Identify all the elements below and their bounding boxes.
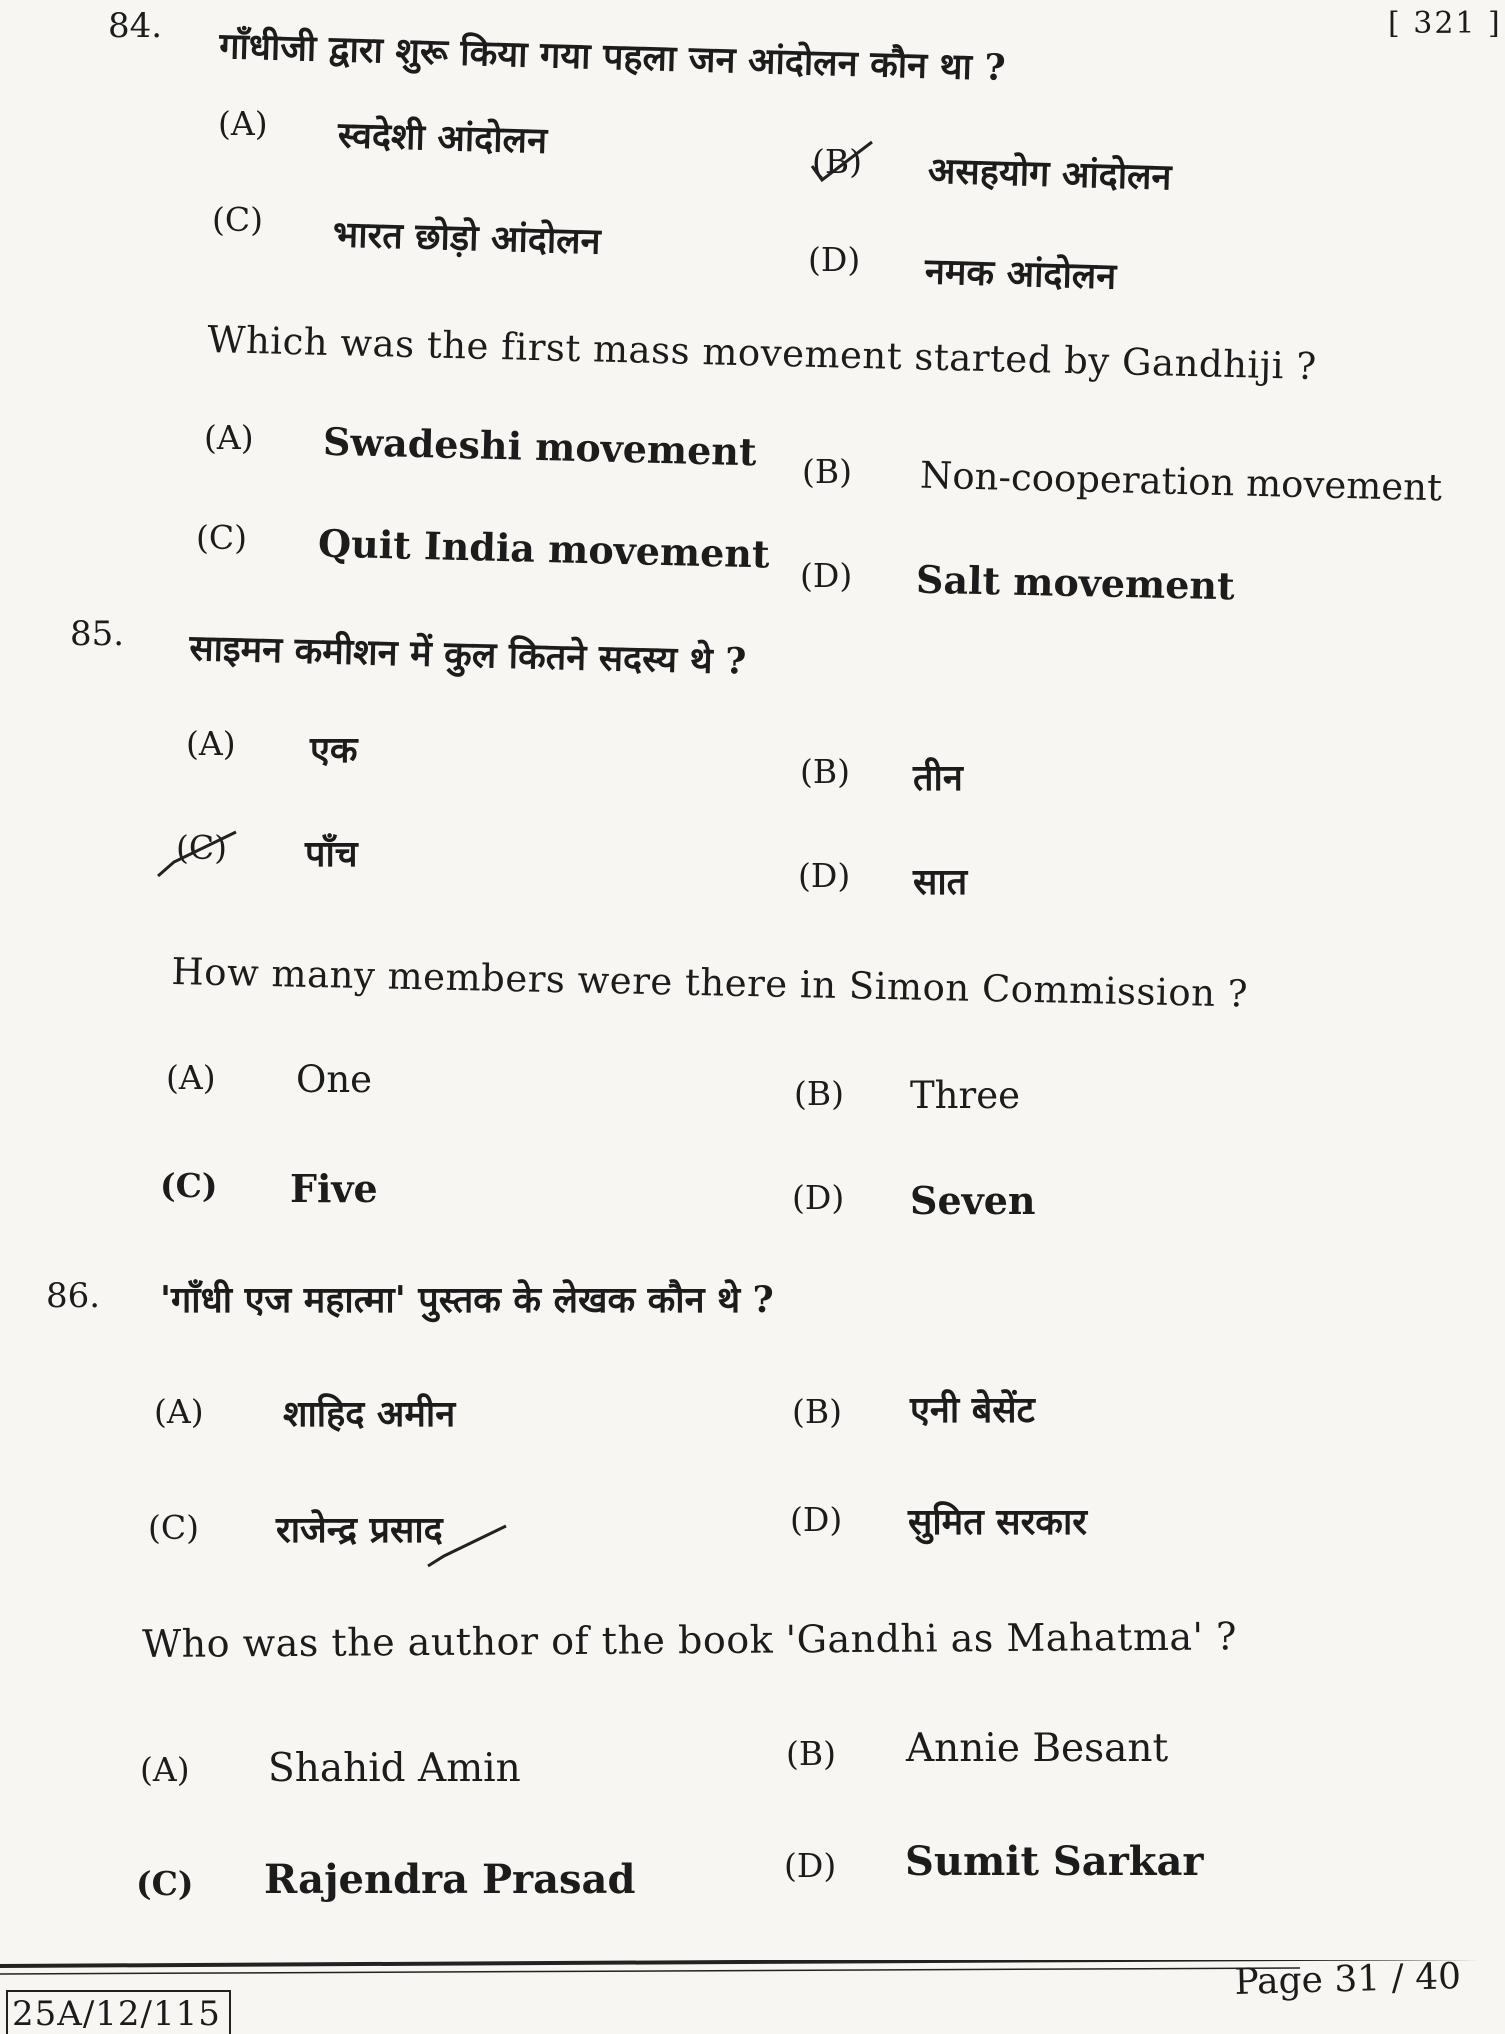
option-label: (C) xyxy=(176,828,227,867)
question-english: How many members were there in Simon Commission ? xyxy=(171,950,1249,1016)
option-label: (B) xyxy=(794,1074,844,1113)
option-label: (B) xyxy=(786,1734,836,1773)
option-text: Sumit Sarkar xyxy=(905,1838,1204,1885)
option-label: (D) xyxy=(800,556,853,595)
option-label: (A) xyxy=(154,1392,204,1431)
option-text: One xyxy=(296,1058,373,1101)
option-text: Rajendra Prasad xyxy=(264,1856,636,1903)
option-text: सात xyxy=(913,861,968,903)
option-label: (B) xyxy=(802,452,852,491)
option-label: (B) xyxy=(812,142,862,181)
question-hindi: साइमन कमीशन में कुल कितने सदस्य थे ? xyxy=(188,626,747,683)
option-text: Annie Besant xyxy=(906,1726,1169,1771)
option-label: (A) xyxy=(218,104,268,143)
option-text: एनी बेसेंट xyxy=(910,1389,1035,1431)
option-text: Five xyxy=(290,1166,378,1211)
option-text: Salt movement xyxy=(915,556,1236,609)
page-number: Page 31 / 40 xyxy=(1234,1956,1462,2003)
option-label: (C) xyxy=(160,1166,218,1205)
question-number: 84. xyxy=(108,6,163,46)
page-ref: [ 321 ] xyxy=(1388,6,1502,41)
option-label: (D) xyxy=(792,1178,845,1217)
question-english: Who was the author of the book 'Gandhi as Mahatma' ? xyxy=(142,1614,1238,1666)
option-label: (C) xyxy=(196,518,247,557)
option-label: (D) xyxy=(798,856,851,895)
option-text: Seven xyxy=(910,1178,1036,1223)
tick-mark-icon xyxy=(420,1516,510,1576)
option-label: (B) xyxy=(800,752,850,791)
option-label: (C) xyxy=(212,200,263,239)
option-text: Shahid Amin xyxy=(268,1746,521,1791)
option-label: (C) xyxy=(136,1864,194,1903)
question-number: 85. xyxy=(70,614,125,654)
option-text: तीन xyxy=(913,757,963,799)
footer-code: 25A/12/115 xyxy=(6,1990,231,2034)
option-label: (C) xyxy=(148,1508,199,1547)
option-text: स्वदेशी आंदोलन xyxy=(337,114,548,162)
option-text: राजेन्द्र प्रसाद xyxy=(276,1509,443,1551)
option-label: (D) xyxy=(790,1500,843,1539)
option-label: (D) xyxy=(808,240,861,279)
question-english: Which was the first mass movement started by Gandhiji ? xyxy=(206,318,1318,389)
option-text: नमक आंदोलन xyxy=(924,250,1117,298)
option-text: एक xyxy=(310,729,358,771)
option-label: (A) xyxy=(140,1750,190,1789)
question-hindi: 'गाँधी एज महात्मा' पुस्तक के लेखक कौन थे ? xyxy=(160,1279,774,1321)
question-hindi: गाँधीजी द्वारा शुरू किया गया पहला जन आंदोलन कौन था ? xyxy=(218,24,1007,89)
option-text: सुमित सरकार xyxy=(908,1501,1087,1543)
tick-mark-icon xyxy=(152,826,242,886)
option-text: पाँच xyxy=(305,833,358,875)
option-label: (B) xyxy=(792,1392,842,1431)
tick-mark-icon xyxy=(808,136,878,186)
option-text: भारत छोड़ो आंदोलन xyxy=(332,213,602,263)
question-number: 86. xyxy=(46,1276,101,1316)
option-text: Non-cooperation movement xyxy=(919,453,1443,510)
option-label: (A) xyxy=(166,1058,216,1097)
option-text: असहयोग आंदोलन xyxy=(927,149,1173,199)
option-label: (D) xyxy=(784,1846,837,1885)
option-text: Swadeshi movement xyxy=(322,418,758,475)
option-label: (A) xyxy=(204,418,254,457)
option-text: शाहिद अमीन xyxy=(283,1393,456,1435)
option-label: (A) xyxy=(186,724,236,763)
option-text: Three xyxy=(910,1074,1020,1117)
option-text: Quit India movement xyxy=(317,520,771,577)
